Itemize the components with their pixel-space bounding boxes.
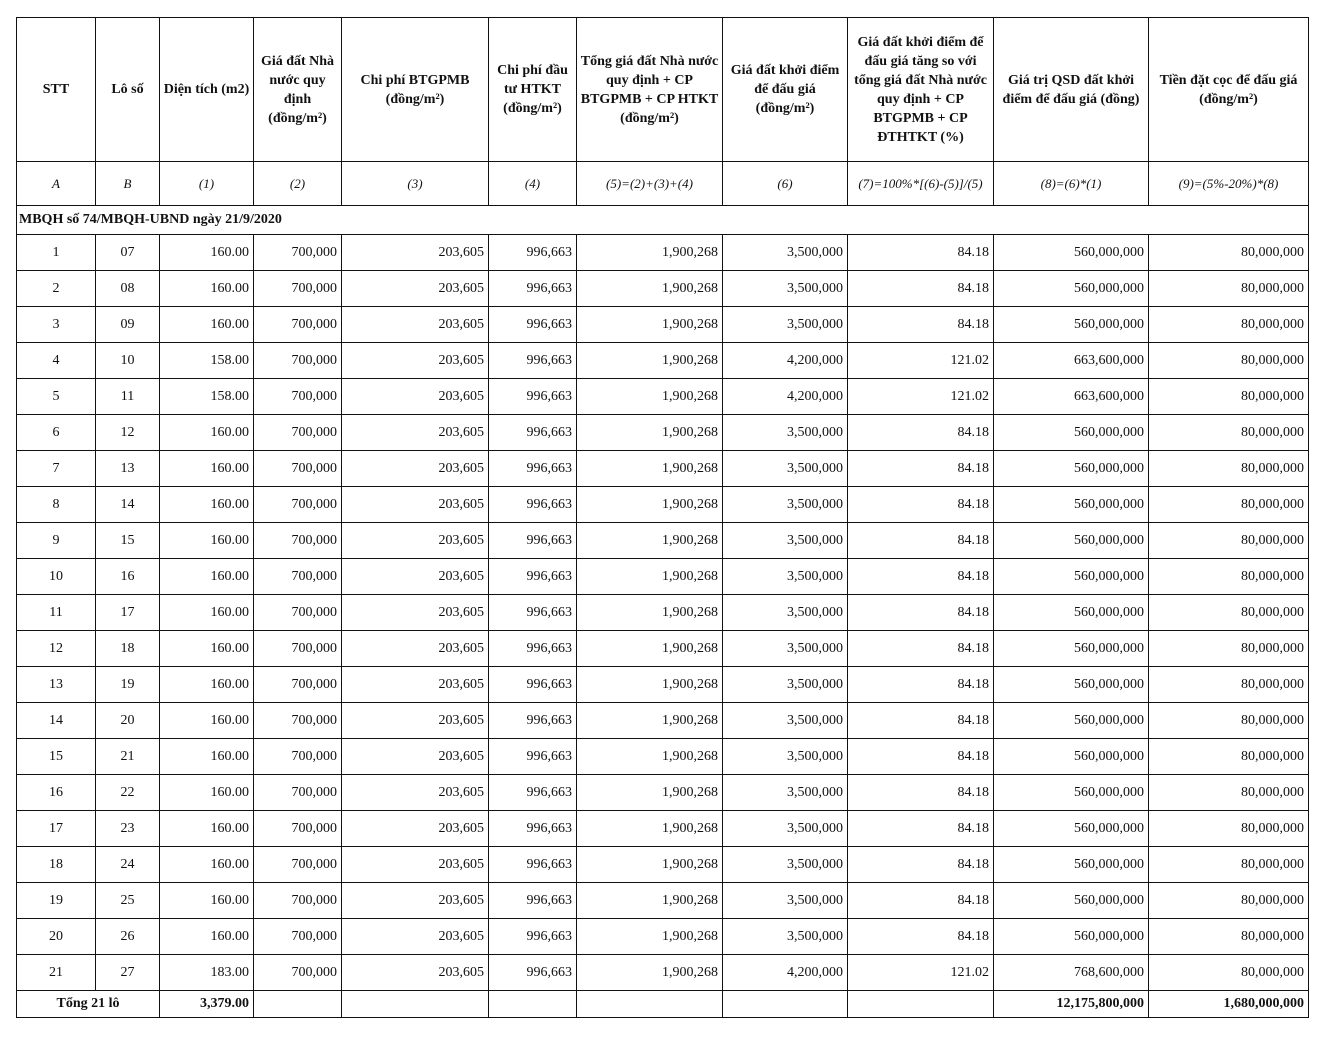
table-cell: 84.18 <box>848 811 994 847</box>
table-cell: 80,000,000 <box>1149 811 1309 847</box>
table-row <box>17 811 1309 847</box>
table-cell: 160.00 <box>160 307 254 343</box>
table-cell: 1,900,268 <box>577 523 723 559</box>
table-cell: 84.18 <box>848 523 994 559</box>
table-cell: 121.02 <box>848 955 994 991</box>
table-cell: 5 <box>17 379 96 415</box>
table-cell: 84.18 <box>848 451 994 487</box>
table-cell: 996,663 <box>489 703 577 739</box>
table-cell: 84.18 <box>848 847 994 883</box>
table-cell: 15 <box>96 523 160 559</box>
column-code: (6) <box>723 162 848 206</box>
column-header: Giá đất Nhà nước quy định (đồng/m²) <box>254 18 342 162</box>
table-cell: 560,000,000 <box>994 919 1149 955</box>
table-cell: 203,605 <box>342 847 489 883</box>
table-cell: 160.00 <box>160 415 254 451</box>
table-cell: 768,600,000 <box>994 955 1149 991</box>
table-cell: 2 <box>17 271 96 307</box>
table-cell: 700,000 <box>254 451 342 487</box>
table-row <box>17 559 1309 595</box>
column-header: Giá trị QSD đất khởi điểm để đấu giá (đồng) <box>994 18 1149 162</box>
table-cell: 1,900,268 <box>577 919 723 955</box>
section-row <box>17 206 1309 235</box>
table-cell: 996,663 <box>489 775 577 811</box>
table-cell: 80,000,000 <box>1149 415 1309 451</box>
table-cell: 203,605 <box>342 523 489 559</box>
table-cell: 17 <box>96 595 160 631</box>
table-cell: 3,500,000 <box>723 487 848 523</box>
table-cell: 996,663 <box>489 955 577 991</box>
column-header: Giá đất khởi điểm để đấu giá (đồng/m²) <box>723 18 848 162</box>
table-cell: 203,605 <box>342 667 489 703</box>
table-cell: 12 <box>96 415 160 451</box>
table-cell: 7 <box>17 451 96 487</box>
table-cell: 700,000 <box>254 271 342 307</box>
table-cell: 3,500,000 <box>723 703 848 739</box>
table-cell: 160.00 <box>160 631 254 667</box>
table-row <box>17 883 1309 919</box>
table-cell: 996,663 <box>489 415 577 451</box>
table-cell: 160.00 <box>160 235 254 271</box>
table-cell: 996,663 <box>489 451 577 487</box>
table-cell: 158.00 <box>160 343 254 379</box>
column-code: (8)=(6)*(1) <box>994 162 1149 206</box>
column-code: (4) <box>489 162 577 206</box>
total-value: 12,175,800,000 <box>994 991 1149 1018</box>
table-cell: 1,900,268 <box>577 595 723 631</box>
table-cell: 84.18 <box>848 487 994 523</box>
table-cell: 3,500,000 <box>723 271 848 307</box>
table-cell: 560,000,000 <box>994 415 1149 451</box>
table-cell: 560,000,000 <box>994 703 1149 739</box>
table-cell: 16 <box>17 775 96 811</box>
table-cell: 158.00 <box>160 379 254 415</box>
table-cell: 996,663 <box>489 307 577 343</box>
table-cell: 121.02 <box>848 379 994 415</box>
table-cell: 160.00 <box>160 559 254 595</box>
table-cell: 84.18 <box>848 919 994 955</box>
table-cell: 996,663 <box>489 487 577 523</box>
table-row <box>17 775 1309 811</box>
table-cell: 3,500,000 <box>723 847 848 883</box>
table-cell: 203,605 <box>342 919 489 955</box>
table-body <box>17 162 1309 1018</box>
table-cell: 203,605 <box>342 631 489 667</box>
table-cell: 1,900,268 <box>577 811 723 847</box>
table-row <box>17 703 1309 739</box>
table-cell: 84.18 <box>848 415 994 451</box>
table-cell: 3,500,000 <box>723 415 848 451</box>
column-codes-row <box>17 162 1309 206</box>
table-cell: 1,900,268 <box>577 559 723 595</box>
column-code: (7)=100%*[(6)-(5)]/(5) <box>848 162 994 206</box>
table-row <box>17 631 1309 667</box>
table-cell: 16 <box>96 559 160 595</box>
empty-cell <box>489 991 577 1018</box>
column-header: Giá đất khởi điểm để đấu giá tăng so với tổng giá đất Nhà nước quy định + CP BTGPMB + CP ĐTHTKT (%) <box>848 18 994 162</box>
table-cell: 1,900,268 <box>577 955 723 991</box>
table-row <box>17 847 1309 883</box>
table-cell: 17 <box>17 811 96 847</box>
table-cell: 1 <box>17 235 96 271</box>
table-cell: 80,000,000 <box>1149 955 1309 991</box>
table-cell: 80,000,000 <box>1149 703 1309 739</box>
table-cell: 80,000,000 <box>1149 307 1309 343</box>
table-cell: 19 <box>96 667 160 703</box>
table-cell: 26 <box>96 919 160 955</box>
table-cell: 3,500,000 <box>723 559 848 595</box>
table-cell: 8 <box>17 487 96 523</box>
table-cell: 4,200,000 <box>723 379 848 415</box>
table-cell: 18 <box>17 847 96 883</box>
table-cell: 700,000 <box>254 667 342 703</box>
column-code: (1) <box>160 162 254 206</box>
table-row <box>17 307 1309 343</box>
table-cell: 996,663 <box>489 631 577 667</box>
table-cell: 3 <box>17 307 96 343</box>
total-label: Tổng 21 lô <box>17 991 160 1018</box>
table-cell: 203,605 <box>342 559 489 595</box>
table-cell: 203,605 <box>342 379 489 415</box>
table-cell: 3,500,000 <box>723 919 848 955</box>
table-cell: 80,000,000 <box>1149 631 1309 667</box>
table-cell: 1,900,268 <box>577 703 723 739</box>
table-cell: 3,500,000 <box>723 667 848 703</box>
total-area: 3,379.00 <box>160 991 254 1018</box>
table-cell: 203,605 <box>342 451 489 487</box>
table-cell: 1,900,268 <box>577 379 723 415</box>
table-row <box>17 343 1309 379</box>
table-cell: 121.02 <box>848 343 994 379</box>
table-cell: 1,900,268 <box>577 271 723 307</box>
table-cell: 160.00 <box>160 811 254 847</box>
table-cell: 09 <box>96 307 160 343</box>
table-cell: 203,605 <box>342 307 489 343</box>
auction-lots-table <box>16 17 1309 1018</box>
column-code: A <box>17 162 96 206</box>
table-cell: 08 <box>96 271 160 307</box>
table-cell: 1,900,268 <box>577 235 723 271</box>
table-cell: 15 <box>17 739 96 775</box>
table-cell: 80,000,000 <box>1149 919 1309 955</box>
table-cell: 560,000,000 <box>994 775 1149 811</box>
column-header: Tiền đặt cọc để đấu giá (đồng/m²) <box>1149 18 1309 162</box>
table-cell: 560,000,000 <box>994 739 1149 775</box>
table-cell: 160.00 <box>160 487 254 523</box>
table-cell: 996,663 <box>489 883 577 919</box>
table-cell: 203,605 <box>342 415 489 451</box>
table-row <box>17 235 1309 271</box>
table-cell: 1,900,268 <box>577 343 723 379</box>
table-cell: 203,605 <box>342 487 489 523</box>
column-header: Diện tích (m2) <box>160 18 254 162</box>
table-cell: 663,600,000 <box>994 343 1149 379</box>
table-cell: 12 <box>17 631 96 667</box>
table-cell: 84.18 <box>848 595 994 631</box>
table-cell: 20 <box>96 703 160 739</box>
table-cell: 996,663 <box>489 811 577 847</box>
table-cell: 3,500,000 <box>723 739 848 775</box>
table-cell: 560,000,000 <box>994 883 1149 919</box>
table-cell: 22 <box>96 775 160 811</box>
table-cell: 700,000 <box>254 343 342 379</box>
table-cell: 80,000,000 <box>1149 271 1309 307</box>
table-cell: 700,000 <box>254 379 342 415</box>
table-cell: 18 <box>96 631 160 667</box>
table-cell: 13 <box>96 451 160 487</box>
table-cell: 700,000 <box>254 487 342 523</box>
table-row <box>17 415 1309 451</box>
table-cell: 10 <box>17 559 96 595</box>
table-cell: 1,900,268 <box>577 487 723 523</box>
table-cell: 560,000,000 <box>994 631 1149 667</box>
table-cell: 80,000,000 <box>1149 883 1309 919</box>
table-cell: 203,605 <box>342 703 489 739</box>
table-cell: 80,000,000 <box>1149 379 1309 415</box>
table-cell: 700,000 <box>254 523 342 559</box>
table-cell: 84.18 <box>848 307 994 343</box>
table-cell: 560,000,000 <box>994 811 1149 847</box>
table-cell: 9 <box>17 523 96 559</box>
table-cell: 560,000,000 <box>994 559 1149 595</box>
table-cell: 4,200,000 <box>723 955 848 991</box>
table-cell: 183.00 <box>160 955 254 991</box>
table-cell: 80,000,000 <box>1149 595 1309 631</box>
table-cell: 203,605 <box>342 955 489 991</box>
table-cell: 203,605 <box>342 883 489 919</box>
table-cell: 84.18 <box>848 667 994 703</box>
table-cell: 700,000 <box>254 955 342 991</box>
table-cell: 3,500,000 <box>723 451 848 487</box>
table-cell: 160.00 <box>160 703 254 739</box>
table-row <box>17 379 1309 415</box>
table-cell: 14 <box>96 487 160 523</box>
empty-cell <box>848 991 994 1018</box>
table-cell: 160.00 <box>160 523 254 559</box>
table-cell: 13 <box>17 667 96 703</box>
table-cell: 700,000 <box>254 775 342 811</box>
table-cell: 84.18 <box>848 883 994 919</box>
table-cell: 700,000 <box>254 559 342 595</box>
table-cell: 203,605 <box>342 739 489 775</box>
table-cell: 996,663 <box>489 343 577 379</box>
table-cell: 84.18 <box>848 559 994 595</box>
table-cell: 700,000 <box>254 811 342 847</box>
table-cell: 700,000 <box>254 883 342 919</box>
table-row <box>17 595 1309 631</box>
empty-cell <box>723 991 848 1018</box>
table-cell: 996,663 <box>489 523 577 559</box>
table-cell: 203,605 <box>342 343 489 379</box>
table-cell: 3,500,000 <box>723 811 848 847</box>
table-cell: 84.18 <box>848 271 994 307</box>
table-cell: 1,900,268 <box>577 415 723 451</box>
table-cell: 160.00 <box>160 595 254 631</box>
table-cell: 3,500,000 <box>723 631 848 667</box>
table-cell: 996,663 <box>489 847 577 883</box>
table-cell: 1,900,268 <box>577 739 723 775</box>
table-cell: 3,500,000 <box>723 235 848 271</box>
table-cell: 11 <box>96 379 160 415</box>
table-cell: 160.00 <box>160 667 254 703</box>
table-cell: 4,200,000 <box>723 343 848 379</box>
table-cell: 160.00 <box>160 919 254 955</box>
table-cell: 84.18 <box>848 775 994 811</box>
header-row <box>17 18 1309 162</box>
column-code: (5)=(2)+(3)+(4) <box>577 162 723 206</box>
table-cell: 84.18 <box>848 631 994 667</box>
table-cell: 1,900,268 <box>577 307 723 343</box>
table-cell: 560,000,000 <box>994 847 1149 883</box>
table-cell: 996,663 <box>489 919 577 955</box>
table-cell: 560,000,000 <box>994 235 1149 271</box>
table-cell: 996,663 <box>489 271 577 307</box>
table-cell: 996,663 <box>489 667 577 703</box>
column-header: Lô số <box>96 18 160 162</box>
column-code: B <box>96 162 160 206</box>
empty-cell <box>254 991 342 1018</box>
table-cell: 80,000,000 <box>1149 847 1309 883</box>
table-cell: 14 <box>17 703 96 739</box>
table-cell: 80,000,000 <box>1149 775 1309 811</box>
table-cell: 996,663 <box>489 559 577 595</box>
table-row <box>17 487 1309 523</box>
table-cell: 560,000,000 <box>994 451 1149 487</box>
total-row <box>17 991 1309 1018</box>
table-cell: 996,663 <box>489 235 577 271</box>
table-cell: 10 <box>96 343 160 379</box>
table-cell: 80,000,000 <box>1149 523 1309 559</box>
table-cell: 700,000 <box>254 739 342 775</box>
table-cell: 25 <box>96 883 160 919</box>
column-code: (3) <box>342 162 489 206</box>
table-row <box>17 271 1309 307</box>
table-cell: 560,000,000 <box>994 667 1149 703</box>
table-row <box>17 739 1309 775</box>
table-cell: 700,000 <box>254 703 342 739</box>
table-cell: 1,900,268 <box>577 847 723 883</box>
table-cell: 24 <box>96 847 160 883</box>
table-cell: 3,500,000 <box>723 523 848 559</box>
table-cell: 80,000,000 <box>1149 451 1309 487</box>
empty-cell <box>577 991 723 1018</box>
table-row <box>17 955 1309 991</box>
table-cell: 4 <box>17 343 96 379</box>
table-cell: 663,600,000 <box>994 379 1149 415</box>
table-cell: 996,663 <box>489 739 577 775</box>
column-header: STT <box>17 18 96 162</box>
table-cell: 160.00 <box>160 739 254 775</box>
table-cell: 160.00 <box>160 883 254 919</box>
table-row <box>17 919 1309 955</box>
document-page <box>16 17 1308 1018</box>
table-cell: 07 <box>96 235 160 271</box>
section-title: MBQH số 74/MBQH-UBND ngày 21/9/2020 <box>17 206 1309 235</box>
column-code: (9)=(5%-20%)*(8) <box>1149 162 1309 206</box>
table-cell: 560,000,000 <box>994 487 1149 523</box>
table-cell: 700,000 <box>254 595 342 631</box>
table-row <box>17 451 1309 487</box>
table-cell: 80,000,000 <box>1149 739 1309 775</box>
table-cell: 84.18 <box>848 739 994 775</box>
table-cell: 560,000,000 <box>994 307 1149 343</box>
table-cell: 3,500,000 <box>723 595 848 631</box>
table-cell: 203,605 <box>342 811 489 847</box>
table-cell: 160.00 <box>160 775 254 811</box>
table-cell: 160.00 <box>160 271 254 307</box>
table-cell: 700,000 <box>254 235 342 271</box>
table-cell: 560,000,000 <box>994 271 1149 307</box>
empty-cell <box>342 991 489 1018</box>
table-cell: 700,000 <box>254 415 342 451</box>
table-cell: 3,500,000 <box>723 307 848 343</box>
table-cell: 80,000,000 <box>1149 343 1309 379</box>
table-cell: 20 <box>17 919 96 955</box>
table-cell: 19 <box>17 883 96 919</box>
table-cell: 560,000,000 <box>994 595 1149 631</box>
table-cell: 160.00 <box>160 847 254 883</box>
column-header: Chi phí BTGPMB (đồng/m²) <box>342 18 489 162</box>
table-row <box>17 523 1309 559</box>
table-cell: 80,000,000 <box>1149 667 1309 703</box>
table-cell: 23 <box>96 811 160 847</box>
table-cell: 1,900,268 <box>577 775 723 811</box>
table-cell: 84.18 <box>848 235 994 271</box>
table-cell: 700,000 <box>254 919 342 955</box>
table-cell: 21 <box>17 955 96 991</box>
table-cell: 160.00 <box>160 451 254 487</box>
table-cell: 996,663 <box>489 595 577 631</box>
total-deposit: 1,680,000,000 <box>1149 991 1309 1018</box>
table-cell: 203,605 <box>342 775 489 811</box>
table-row <box>17 667 1309 703</box>
table-cell: 203,605 <box>342 595 489 631</box>
table-cell: 996,663 <box>489 379 577 415</box>
table-cell: 3,500,000 <box>723 883 848 919</box>
table-cell: 80,000,000 <box>1149 235 1309 271</box>
table-cell: 700,000 <box>254 307 342 343</box>
column-code: (2) <box>254 162 342 206</box>
table-cell: 3,500,000 <box>723 775 848 811</box>
table-cell: 1,900,268 <box>577 631 723 667</box>
table-cell: 1,900,268 <box>577 451 723 487</box>
table-cell: 1,900,268 <box>577 883 723 919</box>
table-cell: 6 <box>17 415 96 451</box>
table-cell: 27 <box>96 955 160 991</box>
table-cell: 560,000,000 <box>994 523 1149 559</box>
column-header: Chi phí đầu tư HTKT (đồng/m²) <box>489 18 577 162</box>
table-cell: 700,000 <box>254 631 342 667</box>
table-cell: 84.18 <box>848 703 994 739</box>
table-cell: 80,000,000 <box>1149 487 1309 523</box>
table-cell: 203,605 <box>342 235 489 271</box>
column-header: Tổng giá đất Nhà nước quy định + CP BTGPMB + CP HTKT (đồng/m²) <box>577 18 723 162</box>
table-cell: 700,000 <box>254 847 342 883</box>
table-cell: 80,000,000 <box>1149 559 1309 595</box>
table-cell: 203,605 <box>342 271 489 307</box>
table-cell: 11 <box>17 595 96 631</box>
table-cell: 21 <box>96 739 160 775</box>
table-cell: 1,900,268 <box>577 667 723 703</box>
